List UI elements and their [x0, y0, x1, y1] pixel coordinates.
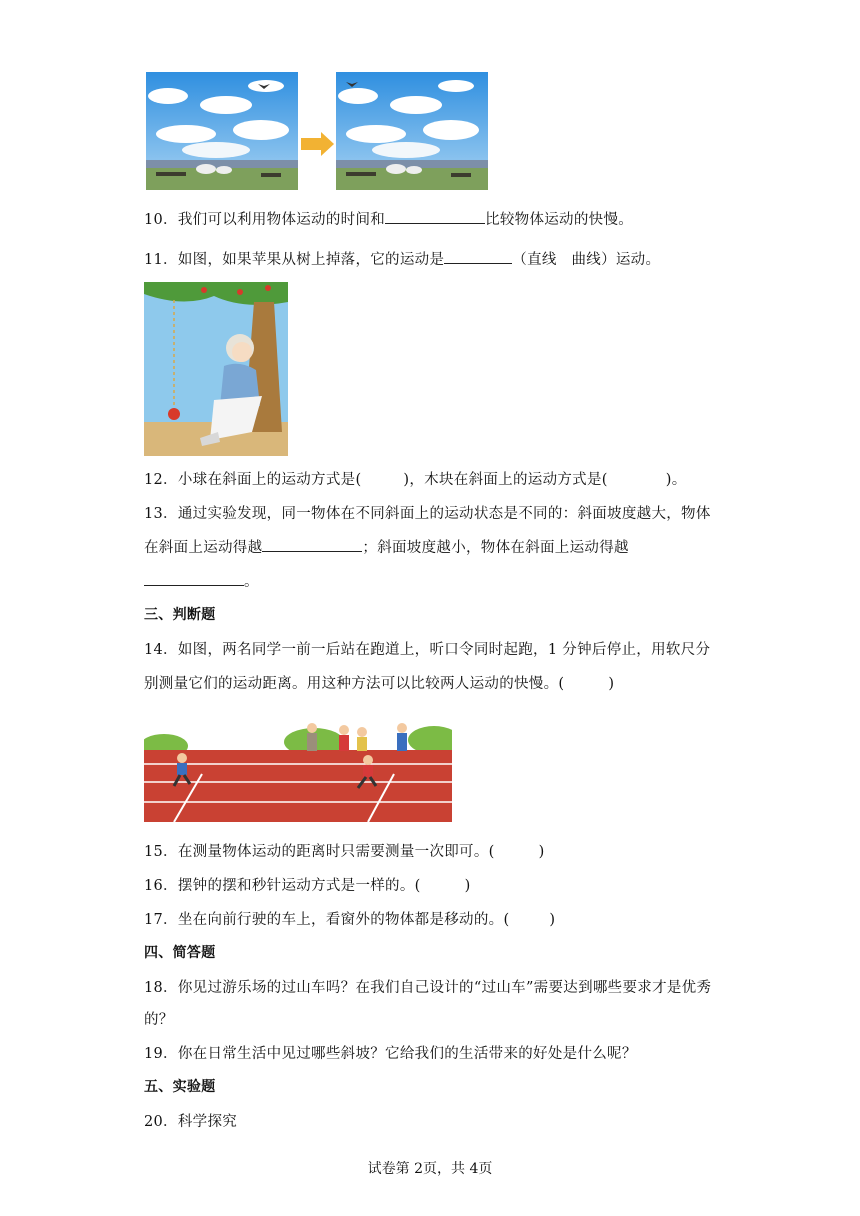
section-heading-judgement: 三、判断题 [144, 607, 216, 623]
question-text: 如图，两名同学一前一后站在跑道上，听口令同时起跑，1 分钟后停止，用软尺分 [177, 642, 711, 658]
question-18-line2 [144, 1008, 174, 1029]
question-number: 17． [144, 912, 178, 928]
question-text: （直线 曲线）运动。 [512, 252, 661, 268]
question-text: ) [464, 878, 471, 894]
running-track-figure [144, 702, 452, 822]
question-text: )，木块在斜面上的运动方式是( [403, 472, 608, 488]
question-text: 摆钟的摆和秒针运动方式是一样的。( [177, 878, 421, 894]
question-15 [144, 840, 545, 861]
question-11 [144, 248, 660, 269]
question-number: 11． [144, 252, 178, 268]
answer-blank[interactable] [385, 209, 485, 224]
question-17 [144, 908, 555, 929]
question-13-line1 [144, 502, 711, 523]
question-text: )。 [665, 472, 687, 488]
question-number: 20． [144, 1114, 178, 1130]
question-text: ；斜面坡度越小，物体在斜面上运动得越 [362, 540, 629, 556]
question-text: 通过实验发现，同一物体在不同斜面上的运动状态是不同的：斜面坡度越大，物体 [177, 506, 711, 522]
question-text: 如图，如果苹果从树上掉落，它的运动是 [177, 252, 445, 268]
question-text: 我们可以利用物体运动的时间和 [177, 212, 386, 228]
question-number: 15． [144, 844, 178, 860]
question-14-line1 [144, 638, 710, 659]
eagle-sky-figure [146, 72, 488, 192]
question-text: 你见过游乐场的过山车吗？在我们自己设计的“过山车”需要达到哪些要求才是优秀 [177, 980, 712, 996]
apple-tree-illustration [144, 282, 288, 456]
question-number: 13． [144, 506, 178, 522]
question-18-line1 [144, 976, 711, 997]
question-number: 10． [144, 212, 178, 228]
question-text: 小球在斜面上的运动方式是( [177, 472, 362, 488]
question-12 [144, 468, 687, 489]
answer-blank[interactable] [444, 249, 512, 264]
question-20 [144, 1110, 237, 1131]
question-text: 别测量它们的运动距离。用这种方法可以比较两人运动的快慢。( [144, 676, 565, 692]
question-13-line3 [144, 570, 259, 591]
answer-blank[interactable] [262, 537, 362, 552]
eagle-sky-illustration [146, 72, 488, 192]
answer-blank[interactable] [144, 571, 244, 586]
question-number: 18． [144, 980, 178, 996]
question-number: 12． [144, 472, 178, 488]
question-text: 坐在向前行驶的车上，看窗外的物体都是移动的。( [177, 912, 510, 928]
page-footer: 试卷第 2页，共 4页 [367, 1161, 493, 1177]
question-16 [144, 874, 471, 895]
question-text: 。 [244, 574, 259, 590]
question-10 [144, 208, 633, 229]
question-19 [144, 1042, 637, 1063]
sky-photo-right [336, 72, 488, 190]
running-track-illustration [144, 702, 452, 822]
question-text: 在斜面上运动得越 [144, 540, 263, 556]
question-13-line2 [144, 536, 629, 557]
question-text: 的？ [144, 1012, 174, 1028]
question-14-line2 [144, 672, 614, 693]
sky-photo-left [146, 72, 298, 190]
section-heading-short-answer: 四、简答题 [144, 945, 216, 961]
question-text: 科学探究 [177, 1114, 238, 1130]
question-text: ) [538, 844, 545, 860]
question-text: 比较物体运动的快慢。 [485, 212, 634, 228]
section-heading-experiment: 五、实验题 [144, 1079, 216, 1095]
question-text: 在测量物体运动的距离时只需要测量一次即可。( [177, 844, 495, 860]
question-text: 你在日常生活中见过哪些斜坡？它给我们的生活带来的好处是什么呢？ [177, 1046, 637, 1062]
question-text: ) [608, 676, 615, 692]
question-number: 16． [144, 878, 178, 894]
apple-tree-figure [144, 282, 288, 456]
arrow-right-icon [301, 132, 334, 156]
question-number: 14． [144, 642, 178, 658]
question-number: 19． [144, 1046, 178, 1062]
question-text: ) [549, 912, 556, 928]
